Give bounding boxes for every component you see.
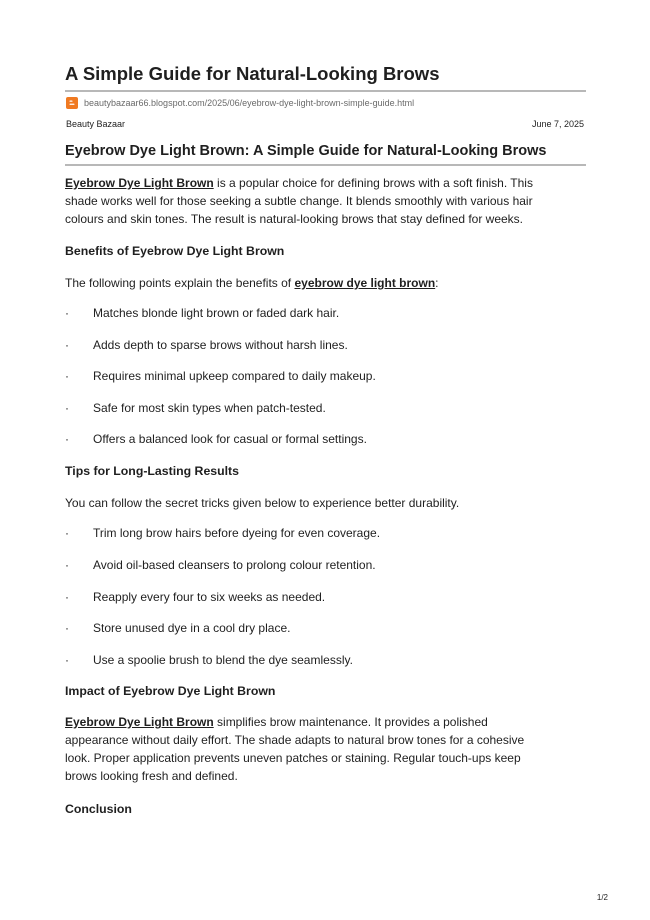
list-item: · Matches blonde light brown or faded dark hair. <box>65 306 340 320</box>
intro-paragraph: Eyebrow Dye Light Brown is a popular choice for defining brows with a soft finish. This shade works well for those seeking a subtle change. It blends smoothly with various hair colours and skin tones. The result is natural-looking brows that stay defined for weeks. <box>65 176 533 226</box>
post-date: June 7, 2025 <box>531 119 584 129</box>
list-item: · Safe for most skin types when patch-tested. <box>65 401 326 415</box>
post-title: Eyebrow Dye Light Brown: A Simple Guide for Natural-Looking Brows <box>65 143 547 159</box>
conclusion-heading: Conclusion <box>65 802 132 816</box>
list-item: · Store unused dye in a cool dry place. <box>65 621 291 635</box>
post-title-divider <box>65 164 586 166</box>
list-item: · Use a spoolie brush to blend the dye seamlessly. <box>65 653 353 667</box>
tips-heading: Tips for Long-Lasting Results <box>65 464 239 478</box>
list-item: · Trim long brow hairs before dyeing for even coverage. <box>65 526 381 540</box>
list-item: · Requires minimal upkeep compared to daily makeup. <box>65 369 376 383</box>
document-title: A Simple Guide for Natural-Looking Brows <box>65 63 440 84</box>
list-item: · Reapply every four to six weeks as needed. <box>65 590 326 604</box>
benefits-heading: Benefits of Eyebrow Dye Light Brown <box>65 244 285 258</box>
impact-link[interactable]: Eyebrow Dye Light Brown <box>65 715 214 729</box>
list-item: · Offers a balanced look for casual or formal settings. <box>65 432 367 446</box>
page-number: 1/2 <box>596 893 608 902</box>
list-item: · Avoid oil-based cleansers to prolong colour retention. <box>65 558 376 572</box>
blog-name: Beauty Bazaar <box>66 119 126 129</box>
blogger-icon <box>66 97 78 109</box>
list-item: · Adds depth to sparse brows without harsh lines. <box>65 338 348 352</box>
impact-paragraph: Eyebrow Dye Light Brown simplifies brow maintenance. It provides a polished appearance without daily effort. The shade adapts to natural brow tones for a cohesive look. Proper application prevents uneven patches or staining. Regular touch-ups keep brows looking fresh and defined. <box>65 715 525 783</box>
source-url[interactable]: beautybazaar66.blogspot.com/2025/06/eyebrow-dye-light-brown-simple-guide.html <box>84 98 415 108</box>
title-divider <box>65 90 586 92</box>
benefits-lead: The following points explain the benefits of eyebrow dye light brown: <box>65 276 439 290</box>
source-row <box>66 96 414 110</box>
intro-link[interactable]: Eyebrow Dye Light Brown <box>65 176 214 190</box>
impact-heading: Impact of Eyebrow Dye Light Brown <box>65 684 276 698</box>
benefits-link[interactable]: eyebrow dye light brown <box>294 276 436 290</box>
tips-lead: You can follow the secret tricks given below to experience better durability. <box>65 496 460 510</box>
